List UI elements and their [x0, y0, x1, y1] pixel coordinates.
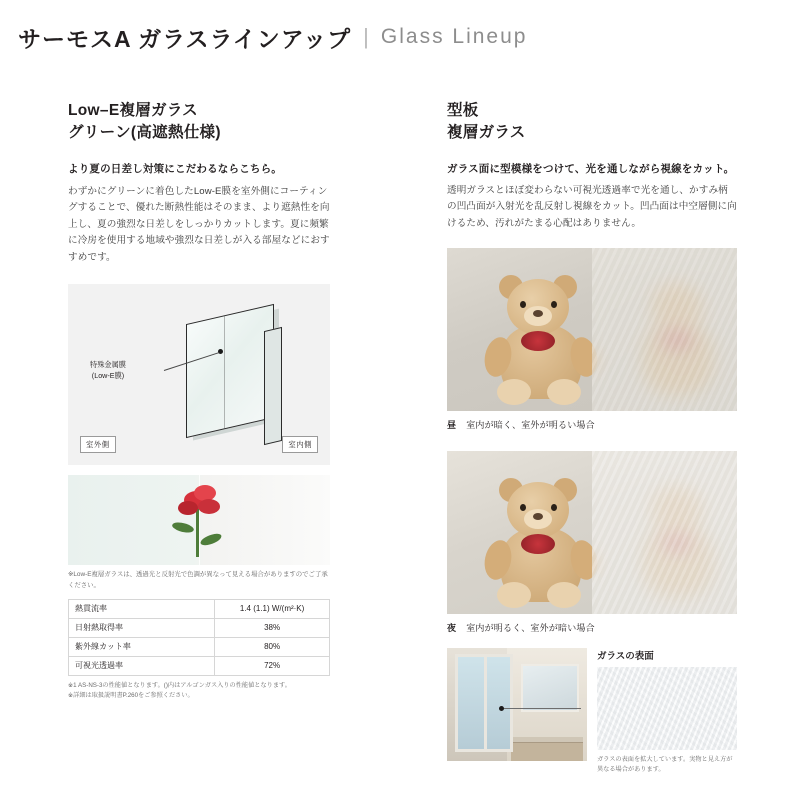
right-column: [447, 100, 737, 781]
flower-leaf: [199, 533, 223, 548]
spec-label: 可視光透過率: [69, 656, 215, 675]
table-row: [69, 637, 330, 656]
page-header: [18, 14, 782, 60]
flower-comparison-photo: [68, 475, 330, 565]
bear-foot: [547, 582, 581, 608]
right-body-text: 透明ガラスとほぼ変わらない可視光透過率で光を通し、かすみ柄の凹凸面が入射光を乱反射し視線をカット。凹凸面は中空層側に向けるため、汚れがたまる心配はありません。: [447, 184, 737, 229]
header-title-jp: サーモスA ガラスラインアップ: [18, 25, 352, 52]
left-title-line2: グリーン(高遮熱仕様): [68, 124, 221, 142]
spec-value: 80%: [215, 637, 330, 656]
header-title-en: Glass Lineup: [380, 25, 528, 48]
callout-line2: (Low-E膜): [91, 371, 125, 381]
diagram-callout: [90, 360, 126, 382]
table-row: [69, 656, 330, 675]
teddy-bear-clear: [483, 476, 601, 608]
surface-detail-row: [447, 648, 737, 781]
glass-pane-shape: [186, 304, 274, 438]
bear-foot: [497, 582, 531, 608]
right-title-line2: 複層ガラス: [447, 124, 526, 142]
right-section-title: [447, 100, 737, 145]
spec-label: 日射熱取得率: [69, 618, 215, 637]
table-row: [69, 599, 330, 618]
right-lead-text: ガラス面に型模様をつけて、光を通しながら視線をカット。: [447, 162, 735, 175]
caption-text: 室内が明るく、室外が暗い場合: [466, 623, 595, 634]
surface-note: ガラスの表面を拡大しています。実物と見え方が異なる場合があります。: [597, 756, 733, 774]
spec-value: 1.4 (1.1) W/(m²·K): [215, 599, 330, 618]
spec-value: 72%: [215, 656, 330, 675]
left-section-title: [68, 100, 330, 145]
left-footnotes: [68, 681, 330, 701]
footnote-1: ※1 AS-NS-3の性能値となります。()内はアルゴンガス入りの性能値となります。: [68, 681, 291, 689]
caption-time-label: 夜: [447, 623, 457, 634]
callout-line1: 特殊金属膜: [90, 360, 126, 370]
footnote-2: ※詳細は取扱説明書P.260をご参照ください。: [68, 692, 194, 700]
bear-foot: [547, 379, 581, 405]
left-body-text: わずかにグリーンに着色したLow-E膜を室外側にコーティングすることで、優れた断熱性能はそのまま、より遮熱性を向上し、夏の強烈な日差しをしっかりカットします。夏に頻繁に冷房を使用する地域や強烈な日差しが入る部屋などにおすすめです。: [68, 185, 330, 263]
bear-photo-night-caption: [447, 621, 737, 634]
header-separator: |: [363, 24, 369, 49]
caption-time-label: 昼: [447, 420, 457, 431]
tag-inside: 室内側: [282, 436, 318, 453]
left-lead-text: より夏の日差し対策にこだわるならこちら。: [68, 162, 282, 175]
bathroom-mirror: [521, 664, 579, 712]
bear-foot: [497, 379, 531, 405]
flower-leaf: [171, 520, 195, 535]
tag-outside: 室外側: [80, 436, 116, 453]
bathroom-window: [455, 654, 513, 752]
surface-leader-line: [503, 708, 581, 709]
bear-photo-day: [447, 248, 737, 411]
glass-surface-column: [597, 648, 737, 781]
glass-structure-diagram: [68, 284, 330, 465]
spec-value: 38%: [215, 618, 330, 637]
left-column: [68, 100, 330, 708]
flower-petal: [198, 499, 220, 514]
glass-surface-photo: [597, 667, 737, 750]
left-photo-note: ※Low-E複層ガラスは、透過光と反射光で色調が異なって見える場合がありますのでご了承ください。: [68, 571, 328, 589]
bear-photo-night: [447, 451, 737, 614]
bear-photo-day-caption: [447, 418, 737, 431]
right-title-line1: 型板: [447, 102, 479, 119]
spec-label: 紫外線カット率: [69, 637, 215, 656]
patterned-glass-overlay: [592, 248, 737, 411]
left-title-line1: Low–E複層ガラス: [68, 102, 198, 119]
spec-table: [68, 599, 330, 676]
flower-stem: [196, 507, 199, 557]
teddy-bear-clear: [483, 273, 601, 405]
spec-label: 熱貫流率: [69, 599, 215, 618]
table-row: [69, 618, 330, 637]
bathroom-photo: [447, 648, 587, 761]
flower-illustration: [164, 483, 234, 557]
flower-petal: [178, 501, 198, 515]
surface-title: ガラスの表面: [597, 651, 654, 663]
bathroom-cabinet: [511, 742, 583, 761]
caption-text: 室内が暗く、室外が明るい場合: [466, 420, 595, 431]
patterned-glass-overlay: [592, 451, 737, 614]
glass-pane-edge-shape: [264, 327, 282, 445]
